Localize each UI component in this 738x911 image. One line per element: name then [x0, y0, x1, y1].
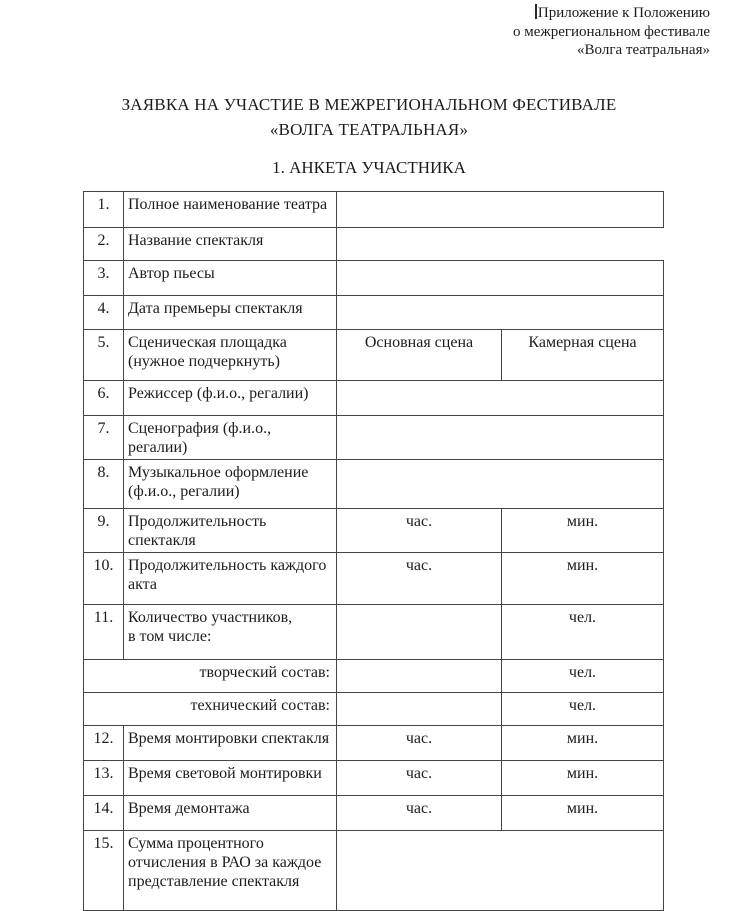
table-row-12 — [84, 725, 664, 760]
table-row-5 — [84, 329, 664, 380]
appendix-note-text1: Приложение к Положению — [537, 5, 710, 21]
document-title — [0, 92, 738, 142]
value-cell-hours[interactable]: час. — [337, 760, 502, 795]
row-number-cell: 12. — [84, 725, 124, 760]
table-row-9 — [84, 508, 664, 552]
value-cell-chamber-stage[interactable]: Камерная сцена — [502, 329, 664, 380]
row-label-cell: Название спектакля — [124, 227, 337, 260]
appendix-note-line2: о межрегиональном фестивале — [512, 23, 710, 40]
table-row-3 — [84, 260, 664, 295]
value-cell-people[interactable]: чел. — [502, 692, 664, 725]
value-cell-minutes[interactable]: мин. — [502, 508, 664, 552]
sub-label-cell-creative: творческий состав: — [84, 659, 337, 692]
table-row-11b — [84, 692, 664, 725]
participant-form-table — [83, 191, 664, 911]
table-row-14 — [84, 795, 664, 830]
value-cell[interactable] — [337, 604, 502, 659]
value-cell[interactable] — [337, 692, 502, 725]
table-row-15 — [84, 830, 664, 910]
value-cell-minutes[interactable]: мин. — [502, 795, 664, 830]
row-number-cell: 9. — [84, 508, 124, 552]
value-cell[interactable] — [337, 659, 502, 692]
table-row-11 — [84, 604, 664, 659]
row-label-cell: Сценография (ф.и.о., регалии) — [124, 415, 337, 459]
table-row-1 — [84, 191, 664, 227]
value-cell-hours[interactable]: час. — [337, 725, 502, 760]
row-number-cell: 11. — [84, 604, 124, 659]
value-cell[interactable] — [337, 415, 664, 459]
value-cell[interactable] — [337, 260, 664, 295]
appendix-note-line1 — [0, 4, 710, 23]
row-number-cell: 3. — [84, 260, 124, 295]
row-label-cell: Количество участников, в том числе: — [124, 604, 337, 659]
text-cursor-caret — [535, 4, 537, 19]
row-label-cell: Режиссер (ф.и.о., регалии) — [124, 380, 337, 415]
row-number-cell: 8. — [84, 459, 124, 508]
row-number-cell: 15. — [84, 830, 124, 910]
value-cell-people[interactable]: чел. — [502, 604, 664, 659]
row-label-cell: Полное наименование театра — [124, 191, 337, 227]
value-cell-main-stage[interactable]: Основная сцена — [337, 329, 502, 380]
value-cell-people[interactable]: чел. — [502, 659, 664, 692]
document-page — [0, 4, 738, 890]
value-cell[interactable] — [337, 380, 664, 415]
value-cell-hours[interactable]: час. — [337, 508, 502, 552]
row-label-cell: Продолжительность спектакля — [124, 508, 337, 552]
value-cell[interactable] — [337, 227, 664, 260]
value-cell-minutes[interactable]: мин. — [502, 760, 664, 795]
sub-label-cell-technical: технический состав: — [84, 692, 337, 725]
row-number-cell: 13. — [84, 760, 124, 795]
row-number-cell: 7. — [84, 415, 124, 459]
section-title: 1. АНКЕТА УЧАСТНИКА — [272, 157, 466, 177]
table-row-7 — [84, 415, 664, 459]
row-number-cell: 1. — [84, 191, 124, 227]
value-cell[interactable] — [337, 830, 664, 910]
value-cell-minutes[interactable]: мин. — [502, 552, 664, 604]
row-label-cell: Время монтировки спектакля — [124, 725, 337, 760]
table-row-10 — [84, 552, 664, 604]
appendix-note-line3: «Волга театральная» — [577, 42, 710, 58]
document-title-line1: ЗАЯВКА НА УЧАСТИЕ В МЕЖРЕГИОНАЛЬНОМ ФЕСТИВАЛЕ — [121, 94, 617, 114]
row-label-cell: Сценическая площадка (нужное подчеркнуть) — [124, 329, 337, 380]
value-cell-minutes[interactable]: мин. — [502, 725, 664, 760]
table-row-2 — [84, 227, 664, 260]
row-label-cell: Время демонтажа — [124, 795, 337, 830]
value-cell[interactable] — [337, 459, 664, 508]
row-number-cell: 6. — [84, 380, 124, 415]
value-cell[interactable] — [337, 295, 664, 329]
table-row-8 — [84, 459, 664, 508]
row-label-cell: Музыкальное оформление (ф.и.о., регалии) — [124, 459, 337, 508]
row-label-cell: Продолжительность каждого акта — [124, 552, 337, 604]
row-label-cell: Время световой монтировки — [124, 760, 337, 795]
table-row-6 — [84, 380, 664, 415]
table-row-11a — [84, 659, 664, 692]
table-row-4 — [84, 295, 664, 329]
row-number-cell: 2. — [84, 227, 124, 260]
value-cell-hours[interactable]: час. — [337, 552, 502, 604]
row-number-cell: 5. — [84, 329, 124, 380]
row-label-cell: Дата премьеры спектакля — [124, 295, 337, 329]
appendix-note — [0, 4, 710, 60]
row-label-cell: Автор пьесы — [124, 260, 337, 295]
value-cell-hours[interactable]: час. — [337, 795, 502, 830]
row-number-cell: 14. — [84, 795, 124, 830]
table-row-13 — [84, 760, 664, 795]
row-number-cell: 4. — [84, 295, 124, 329]
value-cell[interactable] — [337, 191, 664, 227]
row-number-cell: 10. — [84, 552, 124, 604]
row-label-cell: Сумма процентного отчисления в РАО за каждое представление спектакля — [124, 830, 337, 910]
document-title-line2: «ВОЛГА ТЕАТРАЛЬНАЯ» — [269, 119, 469, 139]
